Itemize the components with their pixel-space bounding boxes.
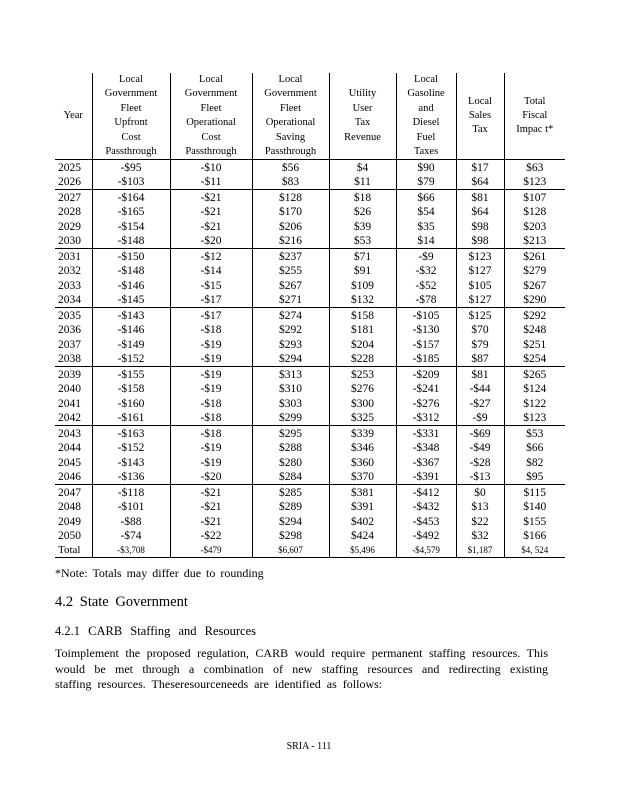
value-cell: $251 — [504, 337, 565, 352]
value-cell: $63 — [504, 160, 565, 175]
value-cell: $128 — [252, 190, 329, 205]
column-header: Local Government Fleet Operational Saving Passthrough — [252, 73, 329, 160]
year-cell: 2027 — [58, 191, 81, 204]
value-cell: -$312 — [396, 411, 456, 426]
value-cell: -$49 — [456, 441, 504, 456]
value-cell: $4 — [329, 160, 396, 175]
value-cell: -$155 — [92, 367, 170, 382]
column-header: Total Fiscal Impac t* — [504, 73, 565, 160]
value-cell: $255 — [252, 264, 329, 279]
year-cell: 2044 — [58, 442, 81, 455]
year-cell: 2030 — [55, 234, 92, 249]
value-cell: $290 — [504, 293, 565, 308]
table-row — [55, 441, 565, 456]
value-cell: $271 — [252, 293, 329, 308]
value-cell: $155 — [504, 514, 565, 529]
value-cell: $285 — [252, 485, 329, 500]
year-cell: 2048 — [58, 501, 81, 514]
table-row — [55, 323, 565, 338]
total-row — [55, 543, 565, 558]
value-cell: -$331 — [396, 426, 456, 441]
table-row — [55, 278, 565, 293]
value-cell: $391 — [329, 500, 396, 515]
value-cell: $325 — [329, 411, 396, 426]
value-cell: $82 — [504, 455, 565, 470]
value-cell: -$148 — [92, 264, 170, 279]
total-value: -$4,579 — [396, 543, 456, 558]
value-cell: $170 — [252, 205, 329, 220]
table-body — [55, 160, 565, 558]
value-cell: $280 — [252, 455, 329, 470]
value-cell: $293 — [252, 337, 329, 352]
value-cell: $107 — [504, 190, 565, 205]
value-cell: $303 — [252, 396, 329, 411]
value-cell: $122 — [504, 396, 565, 411]
value-cell: -$19 — [170, 455, 252, 470]
value-cell: -$95 — [92, 160, 170, 175]
value-cell: -$32 — [396, 264, 456, 279]
value-cell: $300 — [329, 396, 396, 411]
value-cell: $66 — [504, 441, 565, 456]
value-cell: $237 — [252, 249, 329, 264]
value-cell: -$152 — [92, 352, 170, 367]
value-cell: $284 — [252, 470, 329, 485]
table-row — [55, 529, 565, 544]
value-cell: $32 — [456, 529, 504, 544]
value-cell: -$101 — [92, 500, 170, 515]
column-header: Utility User Tax Revenue — [329, 73, 396, 160]
value-cell: $381 — [329, 485, 396, 500]
value-cell: $294 — [252, 352, 329, 367]
value-cell: -$19 — [170, 367, 252, 382]
value-cell: $360 — [329, 455, 396, 470]
table-row — [55, 352, 565, 367]
value-cell: $216 — [252, 234, 329, 249]
value-cell: $17 — [456, 160, 504, 175]
table-row — [55, 455, 565, 470]
value-cell: $64 — [456, 205, 504, 220]
value-cell: $71 — [329, 249, 396, 264]
value-cell: -$17 — [170, 308, 252, 323]
table-row — [55, 308, 565, 323]
value-cell: -$21 — [170, 205, 252, 220]
value-cell: -$9 — [456, 411, 504, 426]
year-cell: 2040 — [58, 383, 81, 396]
value-cell: -$185 — [396, 352, 456, 367]
value-cell: $109 — [329, 278, 396, 293]
value-cell: -$78 — [396, 293, 456, 308]
value-cell: $206 — [252, 219, 329, 234]
year-cell: 2039 — [58, 368, 81, 381]
value-cell: $125 — [456, 308, 504, 323]
year-cell: 2033 — [58, 279, 81, 292]
value-cell: -$150 — [92, 249, 170, 264]
value-cell: -$453 — [396, 514, 456, 529]
value-cell: $253 — [329, 367, 396, 382]
value-cell: -$17 — [170, 293, 252, 308]
value-cell: -$160 — [92, 396, 170, 411]
value-cell: $261 — [504, 249, 565, 264]
value-cell: $158 — [329, 308, 396, 323]
value-cell: $53 — [329, 234, 396, 249]
value-cell: $14 — [396, 234, 456, 249]
header-row — [55, 73, 565, 160]
table-row — [55, 337, 565, 352]
value-cell: -$105 — [396, 308, 456, 323]
value-cell: -$28 — [456, 455, 504, 470]
value-cell: $105 — [456, 278, 504, 293]
year-cell: 2025 — [58, 161, 81, 174]
value-cell: -$152 — [92, 441, 170, 456]
year-cell: 2026 — [55, 175, 92, 190]
value-cell: $292 — [252, 323, 329, 338]
value-cell: $18 — [329, 190, 396, 205]
value-cell: $254 — [504, 352, 565, 367]
value-cell: -$19 — [170, 337, 252, 352]
table-row — [55, 514, 565, 529]
value-cell: -$18 — [170, 323, 252, 338]
page-footer: SRIA - 111 — [286, 741, 332, 752]
year-cell: 2041 — [58, 397, 81, 410]
value-cell: -$143 — [92, 455, 170, 470]
value-cell: $288 — [252, 441, 329, 456]
column-header: Local Government Fleet Upfront Cost Passthrough — [92, 73, 170, 160]
year-cell: 2046 — [55, 470, 92, 485]
value-cell: -$18 — [170, 396, 252, 411]
value-cell: -$158 — [92, 382, 170, 397]
fiscal-impact-table — [55, 73, 565, 558]
value-cell: $98 — [456, 219, 504, 234]
value-cell: -$44 — [456, 382, 504, 397]
table-row — [55, 160, 565, 175]
value-cell: -$13 — [456, 470, 504, 485]
value-cell: $90 — [396, 160, 456, 175]
value-cell: -$21 — [170, 190, 252, 205]
value-cell: $39 — [329, 219, 396, 234]
value-cell: $346 — [329, 441, 396, 456]
value-cell: $35 — [396, 219, 456, 234]
subsection-heading: 4.2.1 CARB Staffing and Resources — [55, 624, 257, 638]
value-cell: -$11 — [170, 175, 252, 190]
table-row — [55, 264, 565, 279]
value-cell: $339 — [329, 426, 396, 441]
value-cell: $83 — [252, 175, 329, 190]
value-cell: -$164 — [92, 190, 170, 205]
value-cell: $56 — [252, 160, 329, 175]
value-cell: $424 — [329, 529, 396, 544]
value-cell: -$165 — [92, 205, 170, 220]
year-cell: 2050 — [58, 530, 81, 543]
value-cell: -$19 — [170, 441, 252, 456]
year-cell: 2034 — [55, 293, 92, 308]
value-cell: -$143 — [92, 308, 170, 323]
value-cell: -$18 — [170, 426, 252, 441]
value-cell: $140 — [504, 500, 565, 515]
value-cell: $213 — [504, 234, 565, 249]
year-cell: 2031 — [58, 250, 81, 263]
value-cell: $79 — [456, 337, 504, 352]
value-cell: $124 — [504, 382, 565, 397]
year-cell: 2038 — [55, 352, 92, 367]
value-cell: -$20 — [170, 470, 252, 485]
value-cell: -$492 — [396, 529, 456, 544]
value-cell: $54 — [396, 205, 456, 220]
year-cell: 2047 — [58, 486, 81, 499]
value-cell: -$130 — [396, 323, 456, 338]
year-cell: 2036 — [58, 324, 81, 337]
value-cell: -$15 — [170, 278, 252, 293]
value-cell: $123 — [456, 249, 504, 264]
value-cell: $26 — [329, 205, 396, 220]
value-cell: $95 — [504, 470, 565, 485]
table-row — [55, 485, 565, 500]
value-cell: $91 — [329, 264, 396, 279]
value-cell: -$20 — [170, 234, 252, 249]
value-cell: -$146 — [92, 323, 170, 338]
table-row — [55, 190, 565, 205]
value-cell: -$21 — [170, 514, 252, 529]
year-cell: 2043 — [58, 427, 81, 440]
table-row — [55, 411, 565, 426]
value-cell: -$163 — [92, 426, 170, 441]
value-cell: -$21 — [170, 219, 252, 234]
value-cell: -$391 — [396, 470, 456, 485]
value-cell: -$241 — [396, 382, 456, 397]
year-cell: 2035 — [58, 309, 81, 322]
table-row — [55, 470, 565, 485]
value-cell: -$103 — [92, 175, 170, 190]
table-header — [55, 73, 565, 160]
value-cell: -$19 — [170, 352, 252, 367]
value-cell: $64 — [456, 175, 504, 190]
column-header: Year — [55, 73, 92, 160]
rounding-note: *Note: Totals may differ due to rounding — [55, 566, 264, 580]
value-cell: -$9 — [396, 249, 456, 264]
value-cell: $166 — [504, 529, 565, 544]
value-cell: $402 — [329, 514, 396, 529]
value-cell: -$209 — [396, 367, 456, 382]
value-cell: $298 — [252, 529, 329, 544]
value-cell: $292 — [504, 308, 565, 323]
value-cell: $274 — [252, 308, 329, 323]
value-cell: $81 — [456, 190, 504, 205]
value-cell: $127 — [456, 293, 504, 308]
value-cell: $276 — [329, 382, 396, 397]
value-cell: -$118 — [92, 485, 170, 500]
value-cell: $70 — [456, 323, 504, 338]
value-cell: $123 — [504, 175, 565, 190]
value-cell: -$136 — [92, 470, 170, 485]
year-cell: 2032 — [58, 265, 81, 278]
value-cell: $128 — [504, 205, 565, 220]
year-cell: 2028 — [58, 206, 81, 219]
value-cell: $204 — [329, 337, 396, 352]
total-value: $1,187 — [456, 543, 504, 558]
table-row — [55, 249, 565, 264]
value-cell: -$19 — [170, 382, 252, 397]
value-cell: -$149 — [92, 337, 170, 352]
value-cell: $370 — [329, 470, 396, 485]
value-cell: $294 — [252, 514, 329, 529]
value-cell: -$276 — [396, 396, 456, 411]
value-cell: $181 — [329, 323, 396, 338]
value-cell: $265 — [504, 367, 565, 382]
value-cell: -$52 — [396, 278, 456, 293]
total-value: -$3,708 — [92, 543, 170, 558]
value-cell: $13 — [456, 500, 504, 515]
value-cell: -$432 — [396, 500, 456, 515]
value-cell: $295 — [252, 426, 329, 441]
value-cell: $299 — [252, 411, 329, 426]
value-cell: -$148 — [92, 234, 170, 249]
value-cell: -$367 — [396, 455, 456, 470]
value-cell: -$74 — [92, 529, 170, 544]
table-row — [55, 426, 565, 441]
total-label: Total — [55, 543, 92, 558]
value-cell: $248 — [504, 323, 565, 338]
value-cell: $267 — [504, 278, 565, 293]
table-row — [55, 396, 565, 411]
body-paragraph: Toimplement the proposed regulation, CARB would require permanent staffing resources. This would be met through a combination of new staffing resources and redirecting existing staffing resources. Theseresourceneeds are identified as follows: — [55, 646, 548, 691]
value-cell: -$22 — [170, 529, 252, 544]
year-cell: 2045 — [58, 456, 81, 469]
total-value: -$479 — [170, 543, 252, 558]
value-cell: -$157 — [396, 337, 456, 352]
value-cell: -$348 — [396, 441, 456, 456]
year-cell: 2037 — [58, 338, 81, 351]
value-cell: -$14 — [170, 264, 252, 279]
year-cell: 2029 — [58, 220, 81, 233]
value-cell: $115 — [504, 485, 565, 500]
value-cell: $81 — [456, 367, 504, 382]
total-value: $6,607 — [252, 543, 329, 558]
table-row — [55, 205, 565, 220]
value-cell: $0 — [456, 485, 504, 500]
value-cell: $79 — [396, 175, 456, 190]
value-cell: $53 — [504, 426, 565, 441]
table-row — [55, 219, 565, 234]
value-cell: -$10 — [170, 160, 252, 175]
column-header: Local Government Fleet Operational Cost Passthrough — [170, 73, 252, 160]
table-row — [55, 175, 565, 190]
value-cell: -$18 — [170, 411, 252, 426]
value-cell: -$412 — [396, 485, 456, 500]
value-cell: $123 — [504, 411, 565, 426]
total-value: $5,496 — [329, 543, 396, 558]
value-cell: $98 — [456, 234, 504, 249]
value-cell: $313 — [252, 367, 329, 382]
value-cell: -$145 — [92, 293, 170, 308]
table-row — [55, 367, 565, 382]
value-cell: $289 — [252, 500, 329, 515]
value-cell: -$154 — [92, 219, 170, 234]
value-cell: $11 — [329, 175, 396, 190]
value-cell: $310 — [252, 382, 329, 397]
value-cell: $132 — [329, 293, 396, 308]
value-cell: $87 — [456, 352, 504, 367]
value-cell: $228 — [329, 352, 396, 367]
value-cell: -$69 — [456, 426, 504, 441]
value-cell: -$12 — [170, 249, 252, 264]
table-row — [55, 500, 565, 515]
table-row — [55, 382, 565, 397]
value-cell: $22 — [456, 514, 504, 529]
value-cell: $66 — [396, 190, 456, 205]
value-cell: -$88 — [92, 514, 170, 529]
column-header: Local Gasoline and Diesel Fuel Taxes — [396, 73, 456, 160]
value-cell: -$21 — [170, 500, 252, 515]
value-cell: -$146 — [92, 278, 170, 293]
table-row — [55, 293, 565, 308]
value-cell: $127 — [456, 264, 504, 279]
total-value: $4, 524 — [504, 543, 565, 558]
value-cell: $267 — [252, 278, 329, 293]
year-cell: 2049 — [58, 515, 81, 528]
value-cell: -$161 — [92, 411, 170, 426]
section-heading: 4.2 State Government — [55, 594, 188, 610]
year-cell: 2042 — [55, 411, 92, 426]
column-header: Local Sales Tax — [456, 73, 504, 160]
value-cell: -$27 — [456, 396, 504, 411]
value-cell: -$21 — [170, 485, 252, 500]
value-cell: $203 — [504, 219, 565, 234]
value-cell: $279 — [504, 264, 565, 279]
table-row — [55, 234, 565, 249]
